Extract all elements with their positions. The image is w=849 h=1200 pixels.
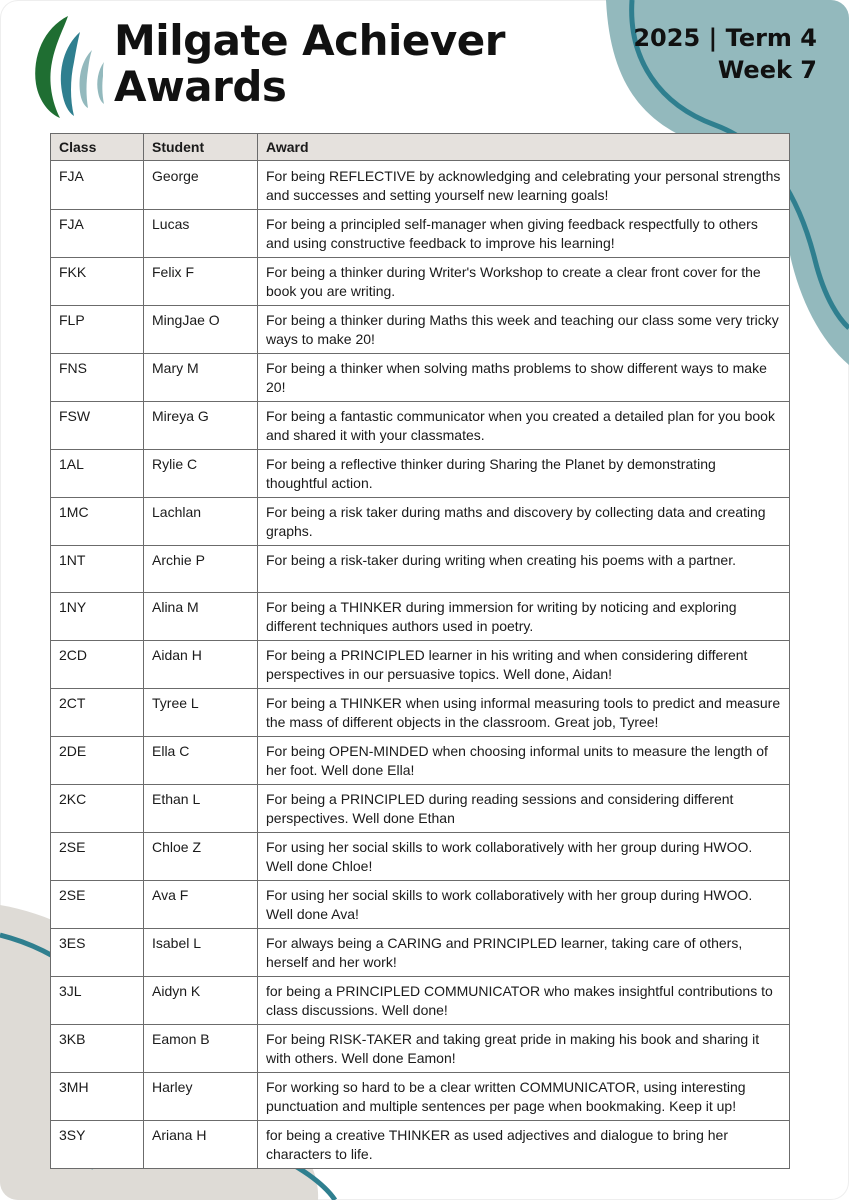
class-cell: 3SY	[51, 1121, 144, 1169]
table-row	[51, 450, 790, 498]
student-cell: Aidan H	[144, 641, 258, 689]
class-cell: 1MC	[51, 498, 144, 546]
award-cell: For being a risk taker during maths and discovery by collecting data and creating graphs.	[258, 498, 790, 546]
school-logo-icon	[30, 12, 112, 120]
class-cell: FSW	[51, 402, 144, 450]
award-cell: For being OPEN-MINDED when choosing informal units to measure the length of her foot. Well done Ella!	[258, 737, 790, 785]
student-cell: Felix F	[144, 258, 258, 306]
student-cell: Tyree L	[144, 689, 258, 737]
award-cell: For being REFLECTIVE by acknowledging and celebrating your personal strengths and successes and setting yourself new learning goals!	[258, 161, 790, 210]
award-cell: for being a PRINCIPLED COMMUNICATOR who makes insightful contributions to class discussions. Well done!	[258, 977, 790, 1025]
student-cell: Ethan L	[144, 785, 258, 833]
award-cell: For being a thinker when solving maths problems to show different ways to make 20!	[258, 354, 790, 402]
award-cell: For being a reflective thinker during Sharing the Planet by demonstrating thoughtful action.	[258, 450, 790, 498]
class-cell: 3KB	[51, 1025, 144, 1073]
title-line-1: Milgate Achiever	[114, 16, 505, 65]
table-row	[51, 929, 790, 977]
class-cell: 2SE	[51, 833, 144, 881]
class-cell: 2KC	[51, 785, 144, 833]
class-cell: 2CT	[51, 689, 144, 737]
class-cell: 1NT	[51, 546, 144, 593]
student-cell: George	[144, 161, 258, 210]
class-cell: 2SE	[51, 881, 144, 929]
award-cell: For working so hard to be a clear written COMMUNICATOR, using interesting punctuation and multiple sentences per page when bookmaking. Keep it up!	[258, 1073, 790, 1121]
award-cell: For using her social skills to work collaboratively with her group during HWOO. Well done Ava!	[258, 881, 790, 929]
student-cell: Ava F	[144, 881, 258, 929]
table-row	[51, 737, 790, 785]
table-row	[51, 498, 790, 546]
table-row	[51, 593, 790, 641]
table-row	[51, 306, 790, 354]
table-row	[51, 161, 790, 210]
title-line-2: Awards	[114, 62, 287, 111]
student-cell: Chloe Z	[144, 833, 258, 881]
award-cell: For being RISK-TAKER and taking great pride in making his book and sharing it with others. Well done Eamon!	[258, 1025, 790, 1073]
student-cell: Ariana H	[144, 1121, 258, 1169]
class-cell: 1AL	[51, 450, 144, 498]
award-cell: For being a thinker during Maths this week and teaching our class some very tricky ways to make 20!	[258, 306, 790, 354]
student-cell: Archie P	[144, 546, 258, 593]
award-cell: For being a THINKER when using informal measuring tools to predict and measure the mass of different objects in the classroom. Great job, Tyree!	[258, 689, 790, 737]
student-cell: Aidyn K	[144, 977, 258, 1025]
student-cell: Mireya G	[144, 402, 258, 450]
table-row	[51, 1121, 790, 1169]
award-cell: For being a principled self-manager when giving feedback respectfully to others and using constructive feedback to improve his learning!	[258, 210, 790, 258]
table-row	[51, 354, 790, 402]
table-row	[51, 1073, 790, 1121]
award-cell: For always being a CARING and PRINCIPLED learner, taking care of others, herself and her work!	[258, 929, 790, 977]
page-title	[114, 18, 505, 110]
student-cell: Harley	[144, 1073, 258, 1121]
class-cell: FLP	[51, 306, 144, 354]
award-cell: For being a risk-taker during writing when creating his poems with a partner.	[258, 546, 790, 593]
awards-table	[50, 133, 790, 1169]
table-row	[51, 258, 790, 306]
award-cell: For using her social skills to work collaboratively with her group during HWOO. Well done Chloe!	[258, 833, 790, 881]
table-row	[51, 402, 790, 450]
term-label: 2025 | Term 4	[633, 24, 817, 52]
student-cell: Isabel L	[144, 929, 258, 977]
class-cell: 1NY	[51, 593, 144, 641]
week-label: Week 7	[717, 56, 817, 84]
award-cell: For being a THINKER during immersion for writing by noticing and exploring different techniques authors used in poetry.	[258, 593, 790, 641]
class-cell: 2DE	[51, 737, 144, 785]
class-cell: 3JL	[51, 977, 144, 1025]
column-header-student: Student	[144, 134, 258, 161]
student-cell: Eamon B	[144, 1025, 258, 1073]
class-cell: FJA	[51, 161, 144, 210]
table-row	[51, 881, 790, 929]
student-cell: Lucas	[144, 210, 258, 258]
student-cell: Rylie C	[144, 450, 258, 498]
student-cell: Mary M	[144, 354, 258, 402]
table-row	[51, 689, 790, 737]
class-cell: 3ES	[51, 929, 144, 977]
table-row	[51, 1025, 790, 1073]
column-header-award: Award	[258, 134, 790, 161]
class-cell: 2CD	[51, 641, 144, 689]
student-cell: Alina M	[144, 593, 258, 641]
award-cell: For being a PRINCIPLED during reading sessions and considering different perspectives. Well done Ethan	[258, 785, 790, 833]
table-row	[51, 641, 790, 689]
student-cell: MingJae O	[144, 306, 258, 354]
class-cell: FNS	[51, 354, 144, 402]
class-cell: FKK	[51, 258, 144, 306]
award-cell: for being a creative THINKER as used adjectives and dialogue to bring her characters to life.	[258, 1121, 790, 1169]
class-cell: FJA	[51, 210, 144, 258]
term-week-label	[633, 22, 817, 86]
column-header-class: Class	[51, 134, 144, 161]
table-row	[51, 546, 790, 593]
table-row	[51, 833, 790, 881]
class-cell: 3MH	[51, 1073, 144, 1121]
table-row	[51, 785, 790, 833]
student-cell: Lachlan	[144, 498, 258, 546]
table-row	[51, 210, 790, 258]
table-row	[51, 977, 790, 1025]
student-cell: Ella C	[144, 737, 258, 785]
award-cell: For being a thinker during Writer's Workshop to create a clear front cover for the book you are writing.	[258, 258, 790, 306]
award-cell: For being a PRINCIPLED learner in his writing and when considering different perspectives in our persuasive topics. Well done, Aidan!	[258, 641, 790, 689]
award-cell: For being a fantastic communicator when you created a detailed plan for you book and shared it with your classmates.	[258, 402, 790, 450]
table-header-row	[51, 134, 790, 161]
